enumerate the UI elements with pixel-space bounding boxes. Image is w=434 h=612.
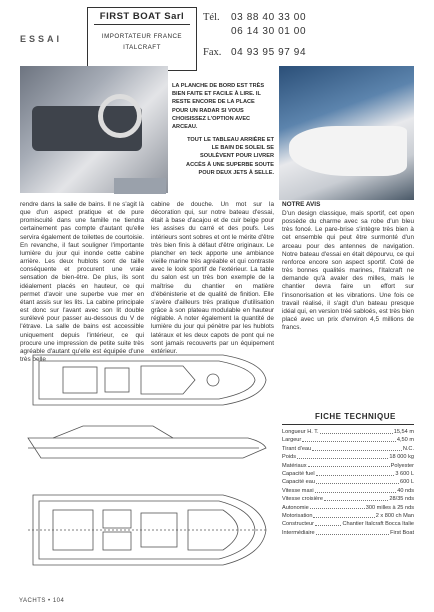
spec-row <box>282 462 414 470</box>
tel-number-2: 06 14 30 01 00 <box>231 26 307 37</box>
spec-value: 28/35 nds <box>389 496 414 503</box>
spec-value: 2 x 800 ch Man <box>375 512 414 519</box>
spec-leader <box>316 529 389 535</box>
spec-value: Polyester <box>390 462 414 469</box>
spec-row <box>282 445 414 453</box>
spec-title: FICHE TECHNIQUE <box>315 412 396 421</box>
fax-number: 04 93 95 97 94 <box>231 47 307 58</box>
spec-row <box>282 453 414 461</box>
fax-label: Fax. <box>203 47 222 58</box>
spec-leader <box>308 462 390 468</box>
article-column-3: D'un design classique, mais sportif, cet open possède du charme avec sa robe d'un bleu très foncé. Le pare-brise s'intègre très bien à cet ensemble qui peut être surmonté d'un arceau pour des antennes de navigation. Notre bateau d'essai en était dépourvu, ce qui renforce encore son aspect sportif. Coté de très bonnes qualités marines, l'Italcraft ne demande qu'à avaler des milles, mais le chantier devra faire un effort sur l'insonorisation et les vibrations. Une fois ce travail réalisé, il s'agit d'un bateau presque idéal qui, en version tréé sabloés, est très bien placé avec un prix d'environ 4,5 millions de francs. <box>282 210 414 332</box>
dashboard-photo <box>20 66 168 193</box>
spec-value: First Boat <box>390 529 414 536</box>
spec-key: Vitesse maxi <box>282 487 314 494</box>
spec-leader <box>315 487 397 493</box>
spec-value: 18 000 kg <box>389 454 414 461</box>
boat-hull <box>289 126 407 176</box>
spec-value: 3 600 L <box>395 470 414 477</box>
article-column-2: cabine de douche. Un mot sur la décoration qui, sur notre bateau d'essai, était à base d'acajou et de cuir beige pour les assises du carré et des poufs. Les intérieurs sont sobres et ont le mérite d'être très bien finis à défaut d'être originaux. Le plancher en teck apporte une ambiance vieille marine très agréable et qui contraste avec le look sportif de l'extérieur. La table du salon est un très bon exemple de la maîtrise du chantier en matière d'ébénisterie et de qualité de finition. Elle s'avère d'ailleurs très pratique d'utilisation grâce à son plateau modulable en hauteur réglable. A noter également la quantité de lumière du jour qui pénètre par les hublots latéraux et les deux capots de pont qui ne sont jamais recouverts par un équipement extérieur. <box>151 201 274 355</box>
spec-row <box>282 478 414 486</box>
spec-row <box>282 495 414 503</box>
spec-key: Capacité eau <box>282 479 315 486</box>
photo-strip <box>114 178 166 194</box>
spec-row <box>282 504 414 512</box>
spec-value: N.C. <box>402 445 414 452</box>
section-label: ESSAI <box>20 34 63 44</box>
spec-key: Intermédiaire <box>282 529 315 536</box>
spec-value: 600 L <box>400 479 414 486</box>
spec-value: Chantier Italcraft Bocca Italie <box>342 521 414 528</box>
tel-number-1: 03 88 40 33 00 <box>231 12 307 23</box>
spec-key: Capacité fuel <box>282 470 315 477</box>
spec-row <box>282 428 414 436</box>
spec-row <box>282 512 414 520</box>
page-folio: YACHTS • 104 <box>19 598 65 604</box>
spec-leader <box>316 478 399 484</box>
caption-sun-deck: TOUT LE TABLEAU ARRIÈRE ET LE BAIN DE SOLEIL SE SOULÈVENT POUR LIVRER ACCÈS À UNE SUPERBE SOUTE POUR DEUX JETS À SELLE. <box>186 137 274 176</box>
boat-stern-photo <box>279 66 414 200</box>
spec-key: Constructeur <box>282 521 315 528</box>
spec-key: Tirant d'eau <box>282 445 312 452</box>
spec-value: 300 milles à 25 nds <box>365 504 414 511</box>
spec-key: Largeur <box>282 437 302 444</box>
dealer-line2: ITALCRAFT <box>123 44 161 51</box>
spec-value: 40 nds <box>397 487 414 494</box>
dealer-line1: IMPORTATEUR FRANCE <box>101 33 183 40</box>
spec-key: Motorisation <box>282 512 313 519</box>
spec-row <box>282 436 414 444</box>
spec-key: Poids <box>282 454 296 461</box>
spec-row <box>282 529 414 537</box>
steering-wheel <box>98 94 142 138</box>
spec-row <box>282 487 414 495</box>
opinion-heading: NOTRE AVIS <box>282 201 321 208</box>
spec-leader <box>302 436 396 442</box>
spec-leader <box>316 470 395 476</box>
spec-value: 4,50 m <box>396 437 414 444</box>
tel-label: Tél. <box>203 12 220 23</box>
spec-key: Vitesse croisière <box>282 496 323 503</box>
spec-key: Longueur H. T. <box>282 429 319 435</box>
dealer-name: FIRST BOAT Sarl <box>94 11 190 25</box>
spec-row <box>282 520 414 528</box>
dealer-box <box>87 7 197 71</box>
spec-leader <box>297 453 388 459</box>
spec-row <box>282 470 414 478</box>
spec-leader <box>320 428 393 434</box>
spec-leader <box>315 520 341 526</box>
spec-key: Autonomie <box>282 504 309 511</box>
spec-key: Matériaux <box>282 462 307 469</box>
spec-leader <box>313 512 374 518</box>
spec-value: 15,54 m <box>393 429 414 435</box>
deck-plan-drawing <box>23 330 268 584</box>
spec-leader <box>324 495 388 501</box>
spec-leader <box>312 445 402 451</box>
article-column-1: rendre dans la salle de bains. Il ne s'agit là que d'un aspect pratique et de pure promiscuité dans une famille ne tiendra certainement pas compte d'autant qu'elle servira également de toilettes de courtoisie. En revanche, il faut souligner l'importante lumière du jour qui inonde cette cabine arrière. Les deux hublots sont de taille conséquente et procurent une vraie sensation de bien-être. De plus, ils sont idéalement placés en hauteur, ce qui permet d'avoir une superbe vue mer en étant assis sur les lits. La cabine principale est donc sur l'avant avec son lit double surélevé pour passer au-dessous du V de l'étrave. La salle de bains est accessible uniquement depuis l'intérieur, ce qui procure une impression de petite suite très agréable d'autant qu'elle est équipée d'une très belle <box>20 201 144 363</box>
spec-divider <box>282 424 414 425</box>
caption-dashboard: LA PLANCHE DE BORD EST TRÈS BIEN FAITE ET FACILE À LIRE. IL RESTE ENCORE DE LA PLACE POUR UN RADAR SI VOUS CHOISISSEZ L'OPTION AVEC ARCEAU. <box>172 83 265 131</box>
spec-leader <box>310 504 365 510</box>
spec-table <box>282 428 414 537</box>
